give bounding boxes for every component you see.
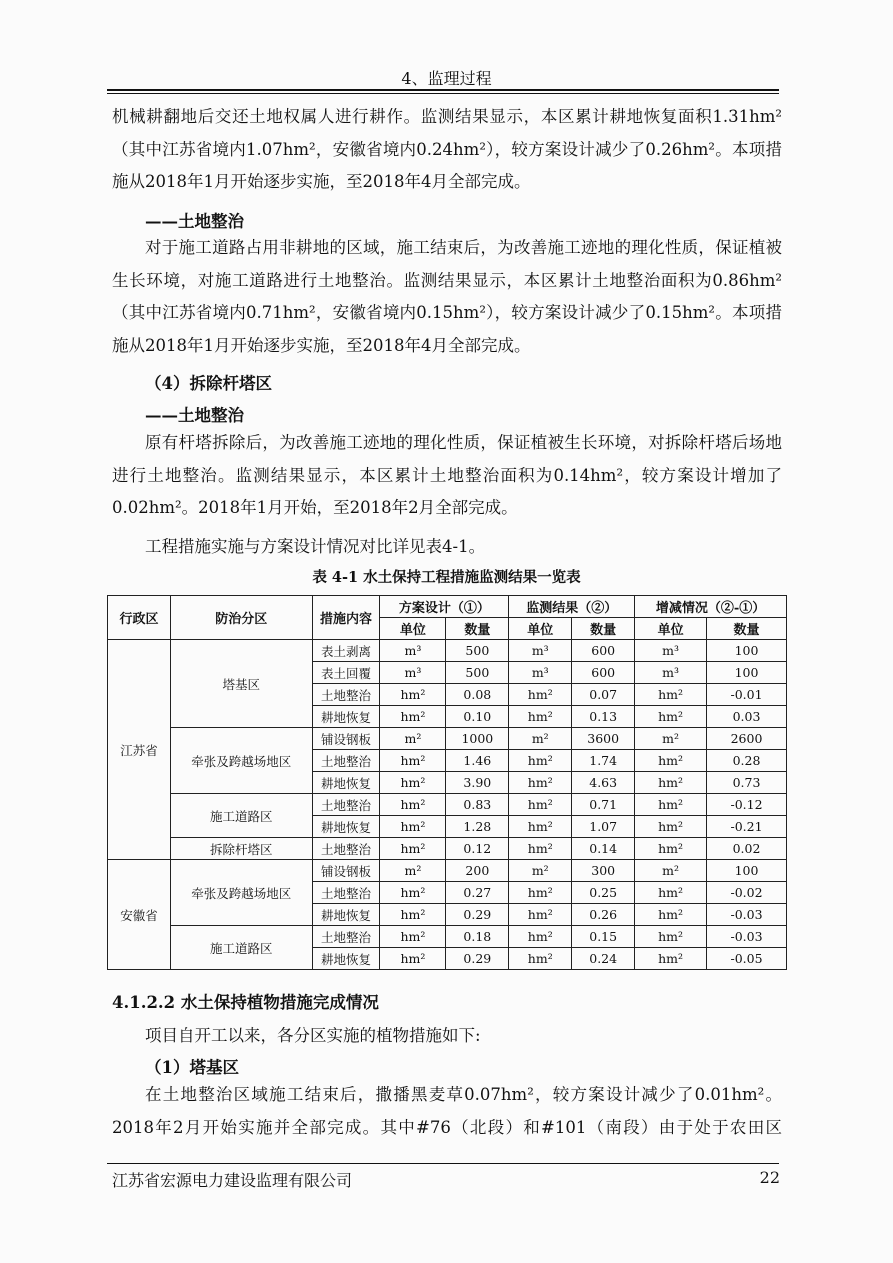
- paragraph-plant-intro: 项目自开工以来，各分区实施的植物措施如下:: [145, 1026, 481, 1045]
- paragraph-road-land-rehab: 对于施工道路占用非耕地的区域，施工结束后，为改善施工迹地的理化性质，保证植被生长环境，对施工道路进行土地整治。监测结果显示，本区累计土地整治面积为0.86hm²（其中江苏省境内0.71hm²，安徽省境内0.15hm²），较方案设计减少了0.15hm²。本项措施从2018年1月开始逐步实施，至2018年4月全部完成。: [112, 238, 782, 355]
- table-cell-u3: hm²: [635, 882, 707, 904]
- footer-company: 江苏省宏源电力建设监理有限公司: [112, 1171, 353, 1190]
- table-cell-u1: hm²: [380, 772, 446, 794]
- table-cell-u1: hm²: [380, 948, 446, 970]
- table-cell-u2: m³: [509, 662, 572, 684]
- table-cell-v2: 0.24: [572, 948, 635, 970]
- table-cell-u1: hm²: [380, 706, 446, 728]
- table-cell-v2: 300: [572, 860, 635, 882]
- table-cell-v3: 100: [707, 860, 787, 882]
- table-cell-v2: 600: [572, 662, 635, 684]
- table-cell-measure: 耕地恢复: [312, 706, 380, 728]
- header-region: 行政区: [108, 596, 171, 640]
- table-cell-u1: hm²: [380, 794, 446, 816]
- table-cell-v1: 500: [446, 640, 509, 662]
- table-cell-u1: hm²: [380, 816, 446, 838]
- table-cell-measure: 耕地恢复: [312, 816, 380, 838]
- table-cell-u3: hm²: [635, 904, 707, 926]
- table-cell-u2: hm²: [509, 750, 572, 772]
- table-cell-v2: 0.25: [572, 882, 635, 904]
- footer-page-number: 22: [759, 1168, 780, 1187]
- header-change: 增减情况（②-①）: [635, 596, 787, 618]
- table-cell-u2: hm²: [509, 948, 572, 970]
- row-zone-remove: 拆除杆塔区: [170, 838, 312, 860]
- table-cell-v2: 0.26: [572, 904, 635, 926]
- table-cell-u3: hm²: [635, 684, 707, 706]
- table-cell-measure: 耕地恢复: [312, 904, 380, 926]
- table-cell-u2: m³: [509, 640, 572, 662]
- header-design: 方案设计（①）: [380, 596, 509, 618]
- paragraph-farmland-restore: 机械耕翻地后交还土地权属人进行耕作。监测结果显示，本区累计耕地恢复面积1.31hm²（其中江苏省境内1.07hm²，安徽省境内0.24hm²），较方案设计减少了0.26hm²。本项措施从2018年1月开始逐步实施，至2018年4月全部完成。: [112, 107, 782, 191]
- section-heading-tower-removal: （4）拆除杆塔区: [145, 374, 272, 393]
- table-cell-u2: hm²: [509, 684, 572, 706]
- table-cell-v3: 100: [707, 640, 787, 662]
- table-cell-v2: 0.71: [572, 794, 635, 816]
- table-cell-v1: 0.18: [446, 926, 509, 948]
- table-cell-v2: 4.63: [572, 772, 635, 794]
- table-cell-v3: -0.21: [707, 816, 787, 838]
- header-unit: 单位: [635, 618, 707, 640]
- table-cell-u2: hm²: [509, 794, 572, 816]
- table-cell-measure: 土地整治: [312, 684, 380, 706]
- table-cell-measure: 铺设钢板: [312, 728, 380, 750]
- header-rule-thin: [107, 93, 779, 94]
- table-row: [108, 838, 787, 860]
- table-cell-u2: hm²: [509, 772, 572, 794]
- table-row: [108, 794, 787, 816]
- table-cell-measure: 土地整治: [312, 882, 380, 904]
- table-cell-u3: hm²: [635, 794, 707, 816]
- table-cell-v3: 0.73: [707, 772, 787, 794]
- table-cell-v1: 0.08: [446, 684, 509, 706]
- table-cell-measure: 土地整治: [312, 794, 380, 816]
- table-cell-u3: m³: [635, 640, 707, 662]
- table-cell-measure: 耕地恢复: [312, 772, 380, 794]
- table-cell-v1: 1.46: [446, 750, 509, 772]
- table-cell-v3: 0.02: [707, 838, 787, 860]
- table-cell-u3: hm²: [635, 772, 707, 794]
- table-cell-v1: 0.27: [446, 882, 509, 904]
- subheading-land-rehab-1: ——土地整治: [145, 212, 244, 231]
- table-cell-u2: hm²: [509, 904, 572, 926]
- table-cell-measure: 土地整治: [312, 750, 380, 772]
- table-cell-u2: hm²: [509, 706, 572, 728]
- table-cell-v1: 200: [446, 860, 509, 882]
- table-cell-v1: 0.83: [446, 794, 509, 816]
- table-cell-v3: -0.12: [707, 794, 787, 816]
- heading-4-1-2-2: 4.1.2.2 水土保持植物措施完成情况: [112, 993, 379, 1012]
- table-row: [108, 860, 787, 882]
- table-cell-u3: m³: [635, 662, 707, 684]
- header-qty: 数量: [572, 618, 635, 640]
- table-cell-u3: hm²: [635, 948, 707, 970]
- table-cell-u1: hm²: [380, 684, 446, 706]
- table-cell-u1: m²: [380, 728, 446, 750]
- header-measure: 措施内容: [312, 596, 380, 640]
- table-cell-measure: 表土剥离: [312, 640, 380, 662]
- table-cell-u1: hm²: [380, 882, 446, 904]
- table-cell-u3: hm²: [635, 838, 707, 860]
- table-cell-u3: hm²: [635, 750, 707, 772]
- table-cell-v3: -0.01: [707, 684, 787, 706]
- table-cell-v2: 0.07: [572, 684, 635, 706]
- table-cell-v2: 0.14: [572, 838, 635, 860]
- table-cell-u2: hm²: [509, 882, 572, 904]
- table-cell-u1: hm²: [380, 838, 446, 860]
- table-cell-u2: hm²: [509, 816, 572, 838]
- header-qty: 数量: [446, 618, 509, 640]
- page-header-title: 4、监理过程: [401, 69, 492, 88]
- table-cell-v1: 1.28: [446, 816, 509, 838]
- table-cell-v1: 1000: [446, 728, 509, 750]
- table-row: [108, 728, 787, 750]
- table-cell-v1: 0.29: [446, 948, 509, 970]
- row-zone-tension-anhui: 牵张及跨越场地区: [170, 860, 312, 926]
- table-cell-v2: 1.07: [572, 816, 635, 838]
- header-qty: 数量: [707, 618, 787, 640]
- heading-tower-zone: （1）塔基区: [145, 1058, 239, 1077]
- table-cell-v2: 0.15: [572, 926, 635, 948]
- table-cell-v1: 0.12: [446, 838, 509, 860]
- row-zone-road: 施工道路区: [170, 794, 312, 838]
- paragraph-table-reference: 工程措施实施与方案设计情况对比详见表4-1。: [145, 537, 486, 556]
- table-caption: 表 4-1 水土保持工程措施监测结果一览表: [312, 569, 581, 586]
- table-cell-u3: m²: [635, 860, 707, 882]
- footer-rule: [107, 1163, 779, 1164]
- table-cell-u1: hm²: [380, 926, 446, 948]
- table-cell-u1: hm²: [380, 904, 446, 926]
- table-cell-v2: 0.13: [572, 706, 635, 728]
- table-cell-v1: 500: [446, 662, 509, 684]
- header-monitor: 监测结果（②）: [509, 596, 635, 618]
- table-cell-measure: 土地整治: [312, 926, 380, 948]
- table-cell-u1: m²: [380, 860, 446, 882]
- row-region-jiangsu: 江苏省: [108, 640, 171, 860]
- table-cell-u2: hm²: [509, 838, 572, 860]
- row-zone-tower: 塔基区: [170, 640, 312, 728]
- table-cell-u1: m³: [380, 662, 446, 684]
- table-cell-v3: 0.28: [707, 750, 787, 772]
- table-cell-measure: 土地整治: [312, 838, 380, 860]
- table-cell-u1: hm²: [380, 750, 446, 772]
- header-unit: 单位: [380, 618, 446, 640]
- table-cell-v3: 2600: [707, 728, 787, 750]
- table-body: [108, 640, 787, 970]
- table-cell-v2: 1.74: [572, 750, 635, 772]
- row-zone-tension: 牵张及跨越场地区: [170, 728, 312, 794]
- table-row: [108, 926, 787, 948]
- row-region-anhui: 安徽省: [108, 860, 171, 970]
- table-cell-v3: 100: [707, 662, 787, 684]
- monitoring-results-table: [107, 595, 787, 970]
- paragraph-tower-removal: 原有杆塔拆除后，为改善施工迹地的理化性质，保证植被生长环境，对拆除杆塔后场地进行土地整治。监测结果显示，本区累计土地整治面积为0.14hm²，较方案设计增加了0.02hm²。2018年1月开始，至2018年2月全部完成。: [112, 433, 782, 517]
- table-cell-measure: 铺设钢板: [312, 860, 380, 882]
- table-cell-v1: 3.90: [446, 772, 509, 794]
- table-cell-measure: 耕地恢复: [312, 948, 380, 970]
- table-cell-u2: m²: [509, 860, 572, 882]
- subheading-land-rehab-2: ——土地整治: [145, 406, 244, 425]
- table-cell-u2: hm²: [509, 926, 572, 948]
- header-zone: 防治分区: [170, 596, 312, 640]
- table-cell-u3: hm²: [635, 926, 707, 948]
- table-cell-u2: m²: [509, 728, 572, 750]
- table-cell-v3: -0.05: [707, 948, 787, 970]
- table-cell-measure: 表土回覆: [312, 662, 380, 684]
- table-cell-v3: -0.02: [707, 882, 787, 904]
- table-cell-v1: 0.29: [446, 904, 509, 926]
- table-cell-v3: -0.03: [707, 904, 787, 926]
- table-cell-u3: m²: [635, 728, 707, 750]
- table-cell-u3: hm²: [635, 816, 707, 838]
- header-unit: 单位: [509, 618, 572, 640]
- row-zone-road-anhui: 施工道路区: [170, 926, 312, 970]
- table-cell-v2: 3600: [572, 728, 635, 750]
- table-cell-u3: hm²: [635, 706, 707, 728]
- table-cell-u1: m³: [380, 640, 446, 662]
- table-cell-v3: -0.03: [707, 926, 787, 948]
- table-row: [108, 640, 787, 662]
- table-cell-v3: 0.03: [707, 706, 787, 728]
- table-cell-v1: 0.10: [446, 706, 509, 728]
- header-rule-thick: [107, 89, 779, 91]
- paragraph-tower-zone-plants: 在土地整治区域施工结束后，撒播黑麦草0.07hm²，较方案设计减少了0.01hm²。2018年2月开始实施并全部完成。其中#76（北段）和#101（南段）由于处于农田区: [112, 1085, 782, 1137]
- table-cell-v2: 600: [572, 640, 635, 662]
